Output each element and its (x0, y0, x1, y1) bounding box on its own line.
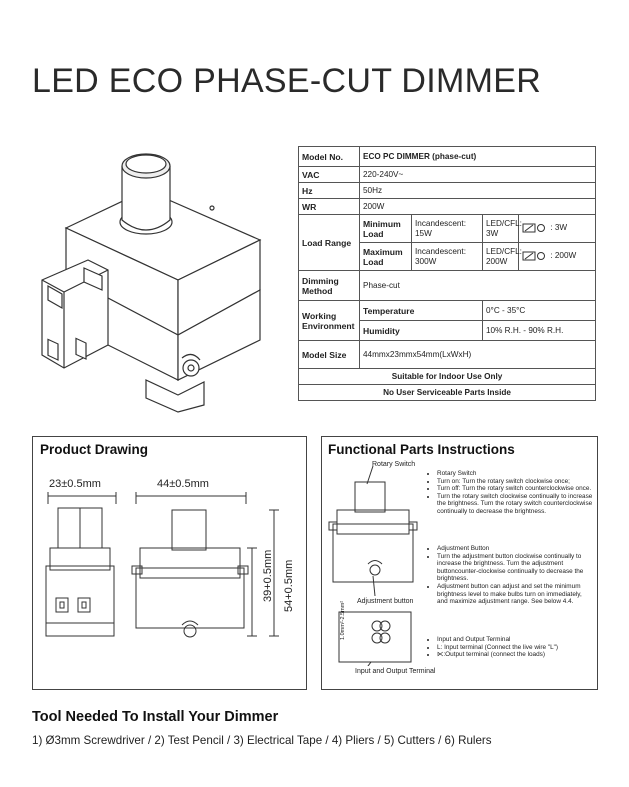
dimmer-product-illustration (28, 140, 268, 415)
min-symbol-value: : 3W (550, 223, 568, 233)
adjustment-button-notes (428, 545, 594, 606)
model-no-label: Model No. (299, 147, 360, 167)
max-led: LED/CFL: 200W (483, 243, 519, 271)
length-dimension-label: 44±0.5mm (157, 478, 209, 490)
model-size-value: 44mmx23mmx54mm(LxWxH) (360, 341, 596, 369)
list-item: • Turn on: Turn the rotary switch clockwise once; (437, 478, 594, 486)
list-item: • Rotary Switch (437, 470, 594, 478)
tools-list: 1) Ø3mm Screwdriver / 2) Test Pencil / 3) Electrical Tape / 4) Pliers / 5) Cutters / 6) Rulers (32, 734, 492, 747)
wr-value: 200W (360, 199, 596, 215)
dimensioned-drawing (36, 488, 301, 684)
min-load-label: Minimum Load (360, 215, 412, 243)
page-title: LED ECO PHASE-CUT DIMMER (32, 62, 542, 100)
width-dimension-label: 23±0.5mm (49, 478, 101, 490)
max-load-label: Maximum Load (360, 243, 412, 271)
working-environment-label: Working Environment (299, 301, 360, 341)
list-item: • L: Input terminal (Connect the live wire "L") (437, 644, 594, 652)
min-led: LED/CFL: 3W (483, 215, 519, 243)
hz-label: Hz (299, 183, 360, 199)
indoor-use-note: Suitable for Indoor Use Only (299, 369, 596, 385)
rotary-switch-callout: Rotary Switch (372, 461, 416, 468)
model-no-value: ECO PC DIMMER (phase-cut) (360, 147, 596, 167)
functional-parts-title: Functional Parts Instructions (328, 442, 515, 457)
list-item: • Turn off: Turn the rotary switch counterclockwise once. (437, 485, 594, 493)
no-serviceable-parts-note: No User Serviceable Parts Inside (299, 385, 596, 401)
terminal-notes (428, 636, 594, 659)
transformer-icon (522, 251, 548, 261)
min-symbol-cell (519, 215, 596, 243)
model-size-label: Model Size (299, 341, 360, 369)
height-total-label: 54+0.5mm (283, 559, 295, 612)
max-incandescent: Incandescent: 300W (412, 243, 483, 271)
humidity-label: Humidity (360, 321, 483, 341)
list-item: • ⋉:Output terminal (connect the loads) (437, 651, 594, 659)
functional-parts-illustration (325, 466, 425, 666)
list-item: • Adjustment button can adjust and set the minimum brightness level to make bulbs turn on immediately, and maximize adjustment range. See below 4.4. (437, 583, 594, 606)
max-symbol-cell (519, 243, 596, 271)
tools-title: Tool Needed To Install Your Dimmer (32, 709, 279, 725)
load-range-label: Load Range (299, 215, 360, 271)
dimming-method-label: Dimming Method (299, 271, 360, 301)
dimming-method-value: Phase-cut (360, 271, 596, 301)
height-body-label: 39+0.5mm (262, 549, 274, 602)
hz-value: 50Hz (360, 183, 596, 199)
terminal-wire-size: 1.0mm²-2.5mm² (340, 600, 346, 640)
temperature-value: 0°C - 35°C (483, 301, 596, 321)
list-item: • Adjustment Button (437, 545, 594, 553)
rotary-switch-notes (428, 470, 594, 516)
io-terminal-callout: Input and Output Terminal (355, 668, 436, 675)
min-incandescent: Incandescent: 15W (412, 215, 483, 243)
humidity-value: 10% R.H. - 90% R.H. (483, 321, 596, 341)
max-symbol-value: : 200W (550, 251, 577, 261)
transformer-icon (522, 223, 548, 233)
vac-value: 220-240V~ (360, 167, 596, 183)
list-item: • Turn the adjustment button clockwise continually to increase the brightness. Turn the adjustment buttoncounter-clockwise continually to decrease the brightness. (437, 553, 594, 583)
list-item: • Input and Output Terminal (437, 636, 594, 644)
temperature-label: Temperature (360, 301, 483, 321)
product-drawing-title: Product Drawing (40, 442, 149, 457)
list-item: • Turn the rotary switch clockwise continually to increase the brightness. Turn the rotary switch counterclockwise continually to decrease the brightness. (437, 493, 594, 516)
wr-label: WR (299, 199, 360, 215)
adjustment-button-callout: Adjustment button (357, 598, 414, 605)
vac-label: VAC (299, 167, 360, 183)
specification-table (298, 146, 596, 401)
